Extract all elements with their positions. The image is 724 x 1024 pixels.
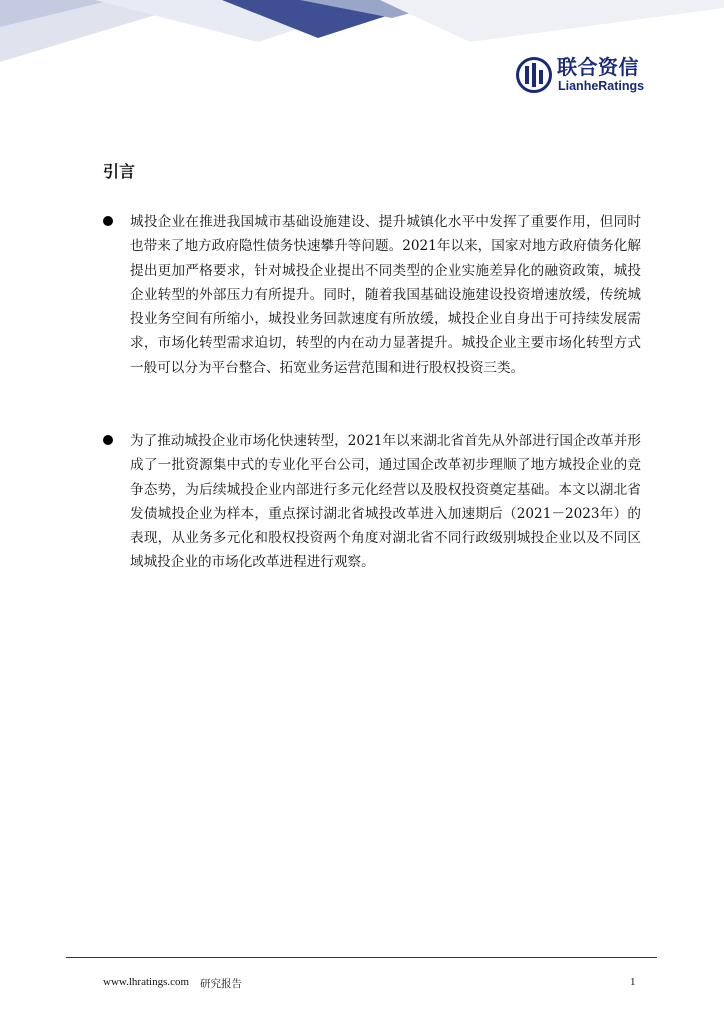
footer-report-label: 研究报告 xyxy=(200,978,242,990)
page-number: 1 xyxy=(630,976,636,988)
bullet-dot-icon xyxy=(103,216,113,226)
lianhe-logo-icon xyxy=(516,57,552,93)
lianhe-ratings-logo xyxy=(516,55,646,95)
footer-divider xyxy=(66,957,657,958)
footer-website-link[interactable]: www.lhratings.com xyxy=(103,976,190,988)
bullet-paragraph: 为了推动城投企业市场化快速转型，2021年以来湖北省首先从外部进行国企改革并形成了一批资源集中式的专业化平台公司，通过国企改革初步理顺了地方城投企业的竞争态势，为后续城投企业内部进行多元化经营以及股权投资奠定基础。本文以湖北省发债城投企业为样本，重点探讨湖北省城投改革进入加速期后（2021－2023年）的表现，从业务多元化和股权投资两个角度对湖北省不同行政级别城投企业以及不同区域城投企业的市场化改革进程进行观察。 xyxy=(130,433,641,571)
bullet-dot-icon xyxy=(103,435,113,445)
bullet-paragraph: 城投企业在推进我国城市基础设施建设、提升城镇化水平中发挥了重要作用，但同时也带来了地方政府隐性债务快速攀升等问题。2021年以来，国家对地方政府债务化解提出更加严格要求，针对城投企业提出不同类型的企业实施差异化的融资政策，城投企业转型的外部压力有所提升。同时，随着我国基础设施建设投资增速放缓，传统城投业务空间有所缩小，城投业务回款速度有所放缓，城投企业自身出于可持续发展需求，市场化转型需求迫切，转型的内在动力显著提升。城投企业主要市场化转型方式一般可以分为平台整合、拓宽业务运营范围和进行股权投资三类。 xyxy=(130,214,641,376)
logo-chinese-name: 联合资信 xyxy=(557,55,639,79)
deco-shape-right xyxy=(380,0,724,42)
section-title: 引言 xyxy=(103,162,136,181)
logo-english-name: LianheRatings xyxy=(558,79,645,93)
